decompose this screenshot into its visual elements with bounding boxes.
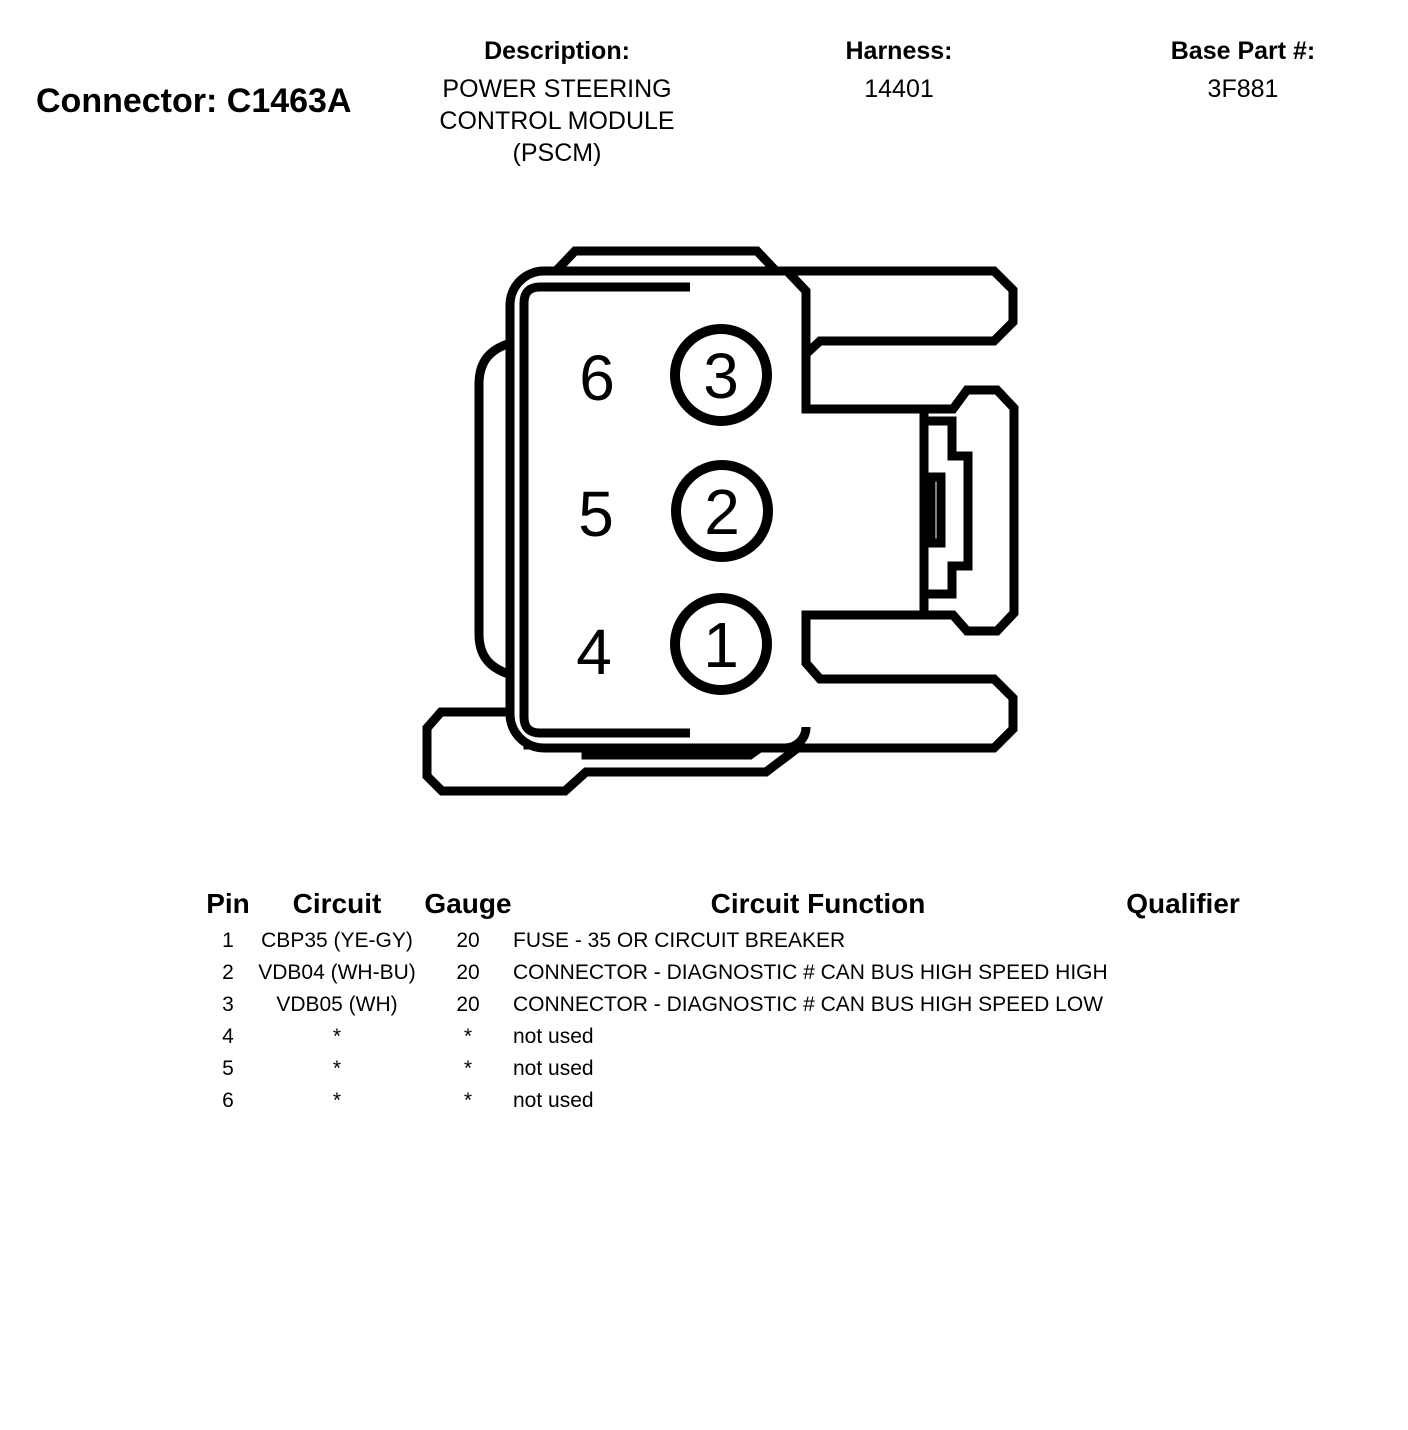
description-line-1: POWER STEERING [442, 75, 672, 103]
cell-function: not used [513, 1025, 594, 1048]
cell-pin: 1 [222, 929, 234, 952]
harness-label: Harness: [845, 37, 953, 65]
cell-circuit: CBP35 (YE-GY) [261, 929, 413, 952]
cell-pin: 5 [222, 1057, 234, 1080]
cell-circuit: * [332, 1089, 342, 1112]
cell-pin: 6 [222, 1089, 234, 1112]
pin-circle-2-label: 2 [704, 476, 740, 548]
cell-function: not used [513, 1089, 594, 1112]
table-row [0, 1089, 1408, 1121]
header-circuit: Circuit [292, 888, 382, 919]
cell-circuit: * [332, 1057, 342, 1080]
cell-function: not used [513, 1057, 594, 1080]
pin-circle-3-label: 3 [703, 340, 739, 412]
description-line-3: (PSCM) [512, 139, 602, 167]
description-line-2: CONTROL MODULE [439, 107, 675, 135]
cell-gauge: 20 [456, 961, 480, 984]
header-gauge: Gauge [424, 888, 512, 919]
cavity-label-4: 4 [576, 616, 612, 688]
table-row [0, 961, 1408, 993]
latch-inner-bar [931, 477, 941, 543]
cell-gauge: 20 [456, 929, 480, 952]
cell-gauge: * [463, 1057, 473, 1080]
base-part-value: 3F881 [1207, 75, 1279, 103]
table-row [0, 1057, 1408, 1089]
header-pin: Pin [206, 888, 250, 919]
cell-function: CONNECTOR - DIAGNOSTIC # CAN BUS HIGH SPEED HIGH [513, 961, 1108, 984]
cell-circuit: VDB05 (WH) [276, 993, 398, 1016]
cell-function: CONNECTOR - DIAGNOSTIC # CAN BUS HIGH SPEED LOW [513, 993, 1104, 1016]
base-part-label: Base Part #: [1170, 37, 1316, 65]
description-label: Description: [484, 37, 630, 65]
cavity-label-6: 6 [579, 342, 615, 414]
cell-gauge: 20 [456, 993, 480, 1016]
cell-pin: 2 [222, 961, 234, 984]
cell-circuit: * [332, 1025, 342, 1048]
harness-value: 14401 [864, 75, 934, 103]
cell-pin: 4 [222, 1025, 234, 1048]
header-qualifier: Qualifier [1126, 888, 1240, 919]
connector-title: Connector: C1463A [36, 82, 352, 120]
table-row [0, 929, 1408, 961]
cell-function: FUSE - 35 OR CIRCUIT BREAKER [513, 929, 846, 952]
table-row [0, 993, 1408, 1025]
cavity-label-5: 5 [578, 478, 614, 550]
cell-gauge: * [463, 1089, 473, 1112]
table-row [0, 1025, 1408, 1057]
pin-table-header-row [0, 888, 1408, 920]
pin-circle-1-label: 1 [703, 609, 739, 681]
header-function: Circuit Function [710, 888, 926, 919]
cell-gauge: * [463, 1025, 473, 1048]
cell-circuit: VDB04 (WH-BU) [258, 961, 416, 984]
cell-pin: 3 [222, 993, 234, 1016]
